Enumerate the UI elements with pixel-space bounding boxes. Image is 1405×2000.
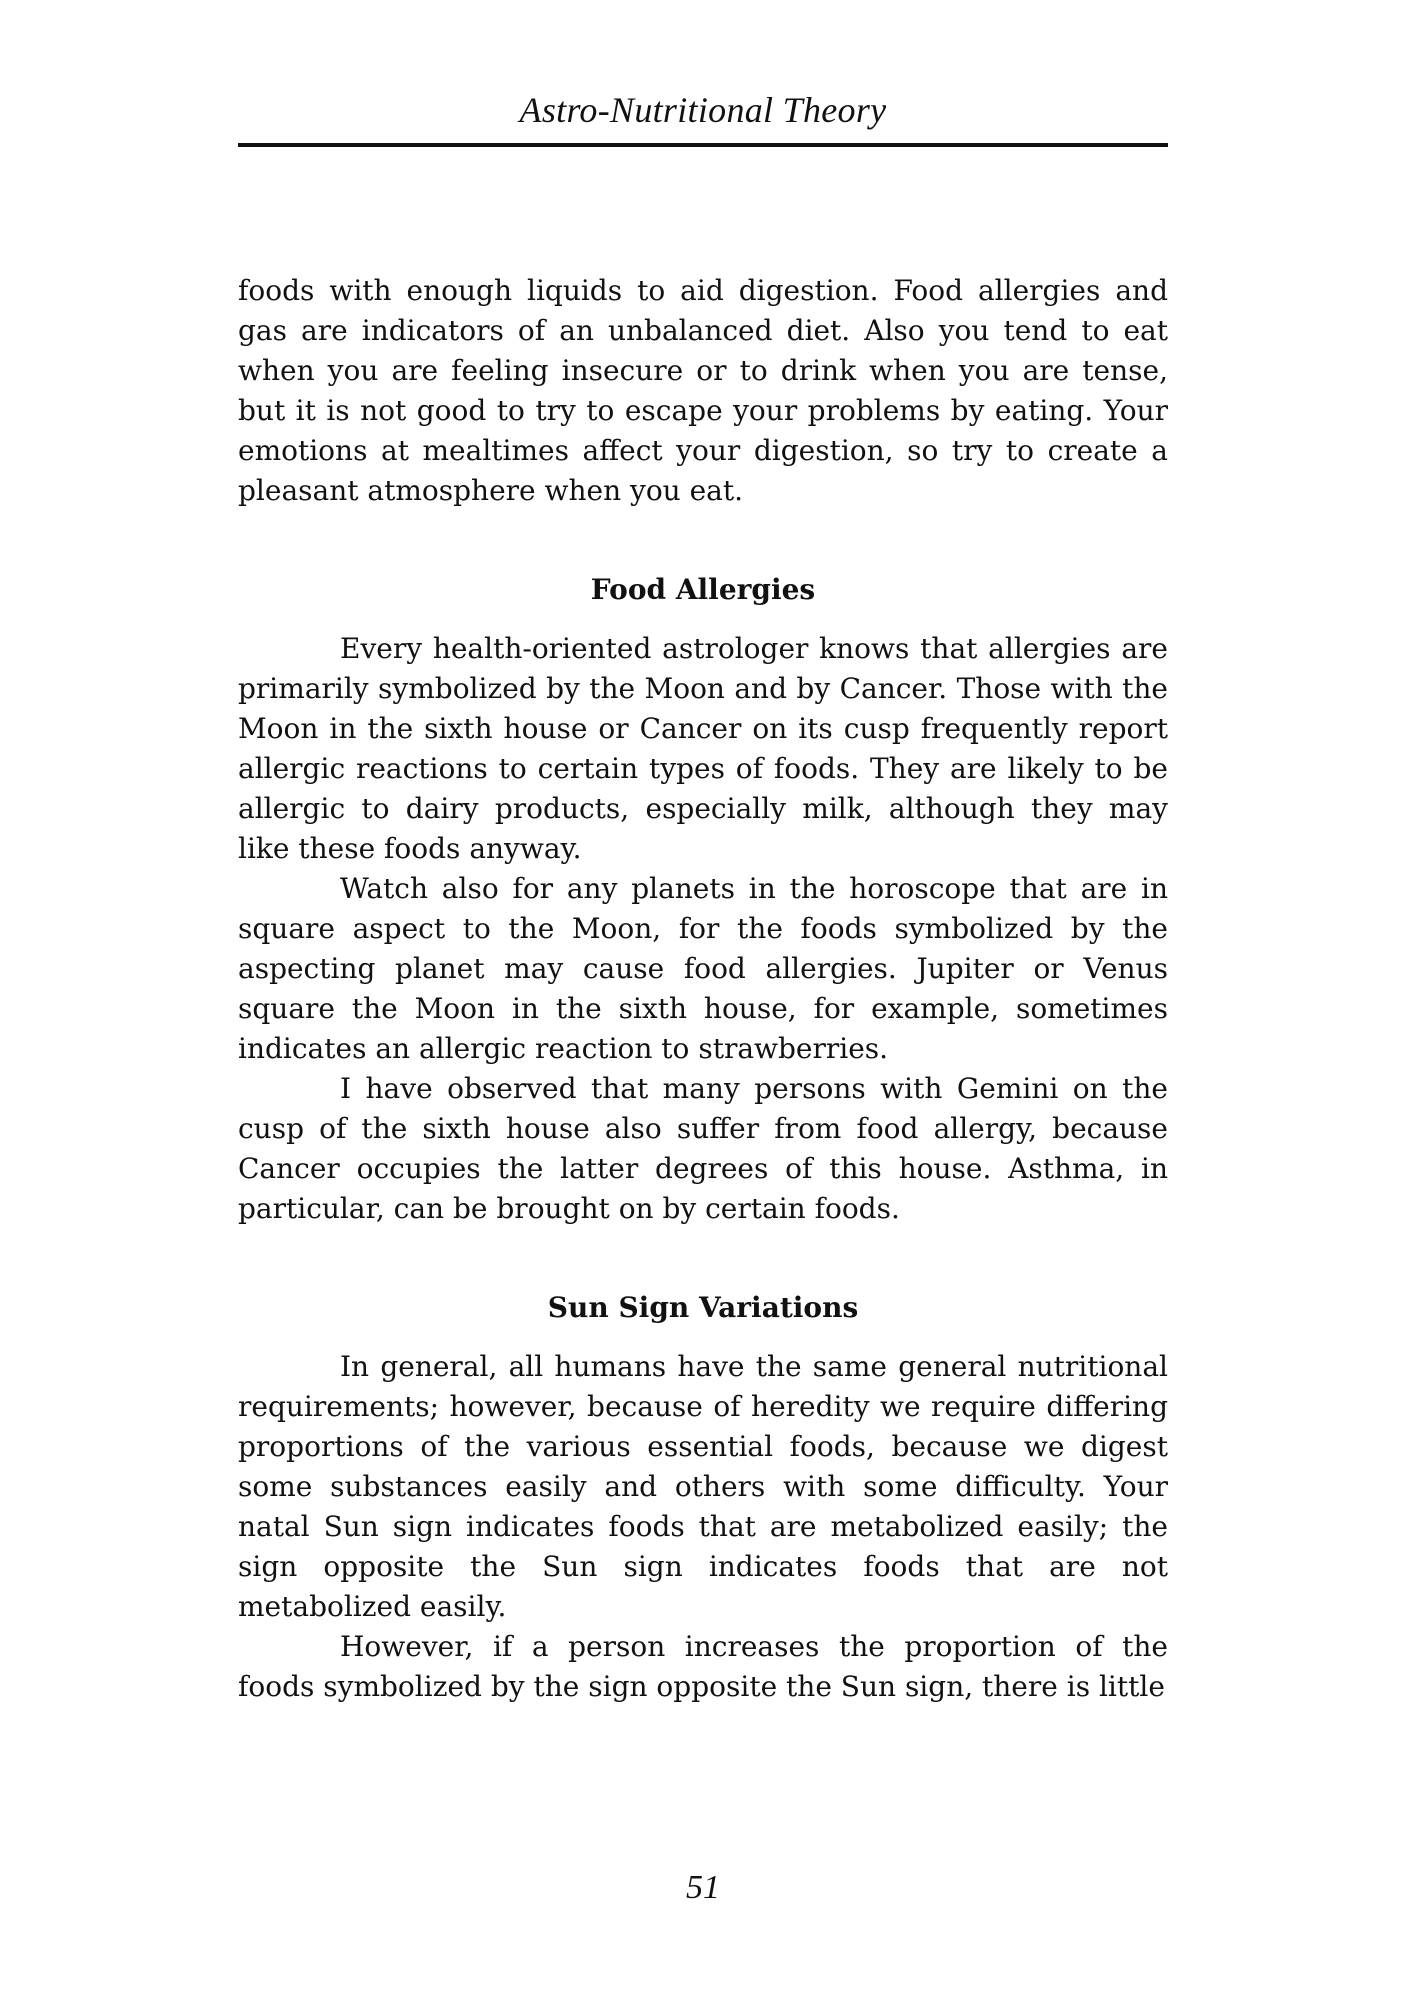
heading-spacer xyxy=(238,1328,1168,1347)
body-text xyxy=(238,271,1168,1707)
page-number: 51 xyxy=(686,1869,720,1906)
section-heading-food-allergies: Food Allergies xyxy=(590,573,816,606)
paragraph: Watch also for any planets in the horoscope that are in square aspect to the Moon, for the foods symbolized by the aspecting planet may cause food allergies. Jupiter or Venus square the Moon in the sixth house, for example, sometimes indicates an allergic reaction to strawberries. xyxy=(238,872,1168,1065)
section-spacer xyxy=(238,511,1168,570)
paragraph: I have observed that many persons with Gemini on the cusp of the sixth house also suffer from food allergy, because Cancer occupies the latter degrees of this house. Asthma, in particular, can be brought on by certain foods. xyxy=(238,1072,1168,1225)
running-head: Astro-Nutritional Theory xyxy=(519,90,887,130)
header-rule xyxy=(238,143,1168,147)
paragraph: However, if a person increases the proportion of the foods symbolized by the sign opposite the Sun sign, there is little xyxy=(238,1630,1168,1703)
heading-spacer xyxy=(238,610,1168,629)
paragraph: Every health-oriented astrologer knows that allergies are primarily symbolized by the Moon and by Cancer. Those with the Moon in the sixth house or Cancer on its cusp frequently report allergic reactions to certain types of foods. They are likely to be allergic to dairy products, especially milk, although they may like these foods anyway. xyxy=(238,632,1168,865)
opening-paragraph: foods with enough liquids to aid digestion. Food allergies and gas are indicators of an unbalanced diet. Also you tend to eat when you are feeling insecure or to drink when you are tense, but it is not good to try to escape your problems by eating. Your emotions at mealtimes affect your digestion, so try to create a pleasant atmosphere when you eat. xyxy=(238,274,1168,507)
paragraph: In general, all humans have the same general nutritional requirements; however, because of heredity we require differing proportions of the various essential foods, because we digest some substances easily and others with some difficulty. Your natal Sun sign indicates foods that are metabolized easily; the sign opposite the Sun sign indicates foods that are not metabolized easily. xyxy=(238,1350,1168,1623)
section-spacer xyxy=(238,1229,1168,1288)
section-heading-sun-sign-variations: Sun Sign Variations xyxy=(547,1291,859,1324)
